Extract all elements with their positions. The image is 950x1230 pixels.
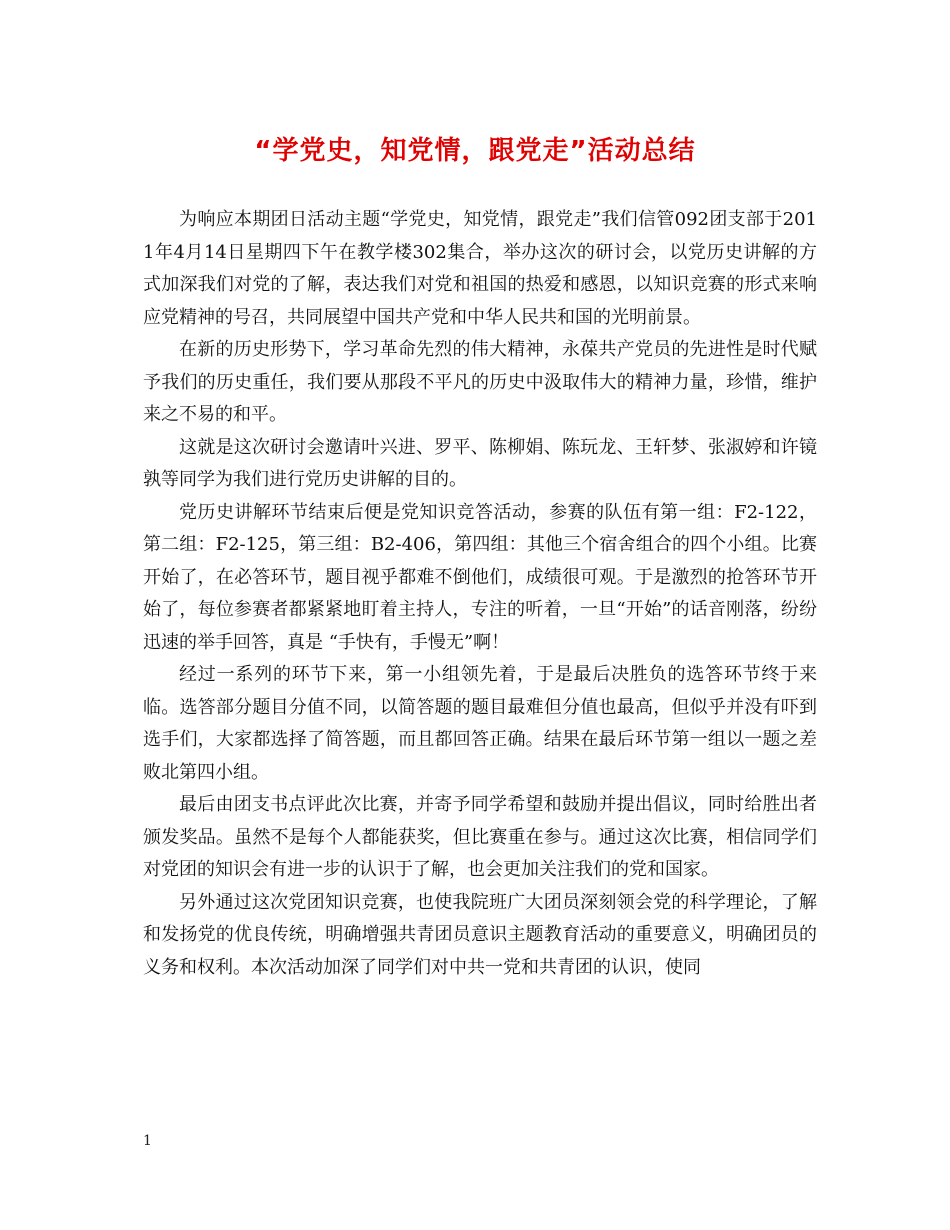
document-title: “学党史，知党情，跟党走”活动总结 <box>254 136 696 166</box>
paragraph-6: 最后由团支书点评此次比赛，并寄予同学希望和鼓励并提出倡议，同时给胜出者颁发奖品。虽然不是每个人都能获奖，但比赛重在参与。通过这次比赛，相信同学们对党团的知识会有进一步的认识于了解，也会更加关注我们的党和国家。 <box>143 794 817 880</box>
page-number: 1 <box>143 1133 152 1149</box>
paragraph-7: 另外通过这次党团知识竞赛，也使我院班广大团员深刻领会党的科学理论，了解和发扬党的优良传统，明确增强共青团员意识主题教育活动的重要意义，明确团员的义务和权利。本次活动加深了同学们对中共一党和共青团的认识，使同 <box>143 891 817 978</box>
paragraph-3: 这就是这次研讨会邀请叶兴进、罗平、陈柳娟、陈玩龙、王轩梦、张淑婷和许镜孰等同学为我们进行党历史讲解的目的。 <box>143 436 817 490</box>
paragraph-4: 党历史讲解环节结束后便是党知识竞答活动，参赛的队伍有第一组：F2-122，第二组：F2-125，第三组：B2-406，第四组：其他三个宿舍组合的四个小组。比赛开始了，在必答环节，题目视乎都难不倒他们，成绩很可观。于是激烈的抢答环节开始了，每位参赛者都紧紧地盯着主持人，专注的听着，一旦“开始”的话音刚落，纷纷迅速的举手回答，真是 “手快有，手慢无”啊！ <box>143 501 817 653</box>
paragraph-1: 为响应本期团日活动主题“学党史，知党情，跟党走”我们信管092团支部于2011年4月14日星期四下午在教学楼302集合，举办这次的研讨会，以党历史讲解的方式加深我们对党的了解，表达我们对党和祖国的热爱和感恩，以知识竞赛的形式来响应党精神的号召，共同展望中国共产党和中华人民共和国的光明前景。 <box>143 209 817 328</box>
paragraph-2: 在新的历史形势下，学习革命先烈的伟大精神，永葆共产党员的先进性是时代赋予我们的历史重任，我们要从那段不平凡的历史中汲取伟大的精神力量，珍惜，维护来之不易的和平。 <box>143 339 817 425</box>
document-body <box>143 204 817 984</box>
paragraph-5: 经过一系列的环节下来，第一小组领先着，于是最后决胜负的选答环节终于来临。选答部分题目分值不同，以简答题的题目最难但分值也最高，但似乎并没有吓到选手们，大家都选择了简答题，而且都回答正确。结果在最后环节第一组以一题之差败北第四小组。 <box>143 664 817 783</box>
